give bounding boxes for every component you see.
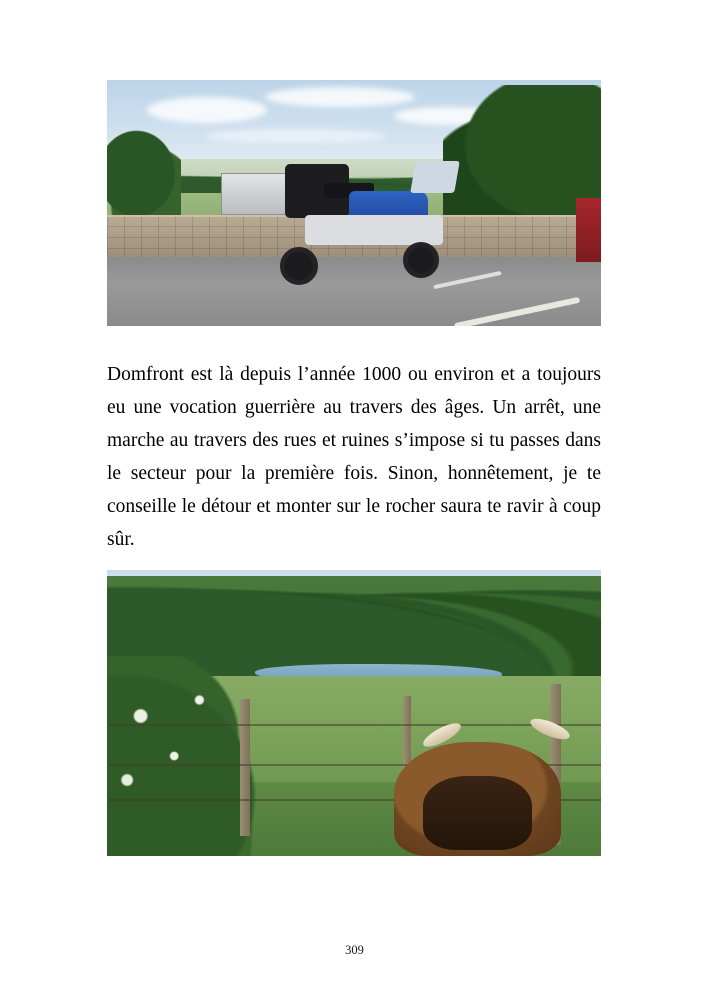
fence-wire [107,724,601,726]
page-content [107,80,601,856]
photo-scene-top [107,80,601,326]
motorcycle-windscreen [410,161,460,193]
figure-meadow-with-highland-cow [107,570,601,856]
motorcycle-body [305,215,443,245]
fence-post [240,699,250,836]
photo-scene-bottom [107,570,601,856]
body-paragraph: Domfront est là depuis l’année 1000 ou environ et a toujours eu une vocation guerrière au travers des âges. Un arrêt, une marche au travers des rues et ruines s’impose si tu passes dans le secteur pour la première fois. Sinon, honnêtement, je te conseille le détour et monter sur le rocher saura te ravir à coup sûr. [107,364,601,550]
tree-left [107,124,181,222]
red-car [576,198,601,262]
figure-motorcycle-on-stone-bridge [107,80,601,326]
cow-face [423,776,532,850]
road [107,257,601,326]
motorcycle-rear-wheel [280,247,318,285]
page-number: 309 [345,943,364,957]
cloud [147,97,267,123]
